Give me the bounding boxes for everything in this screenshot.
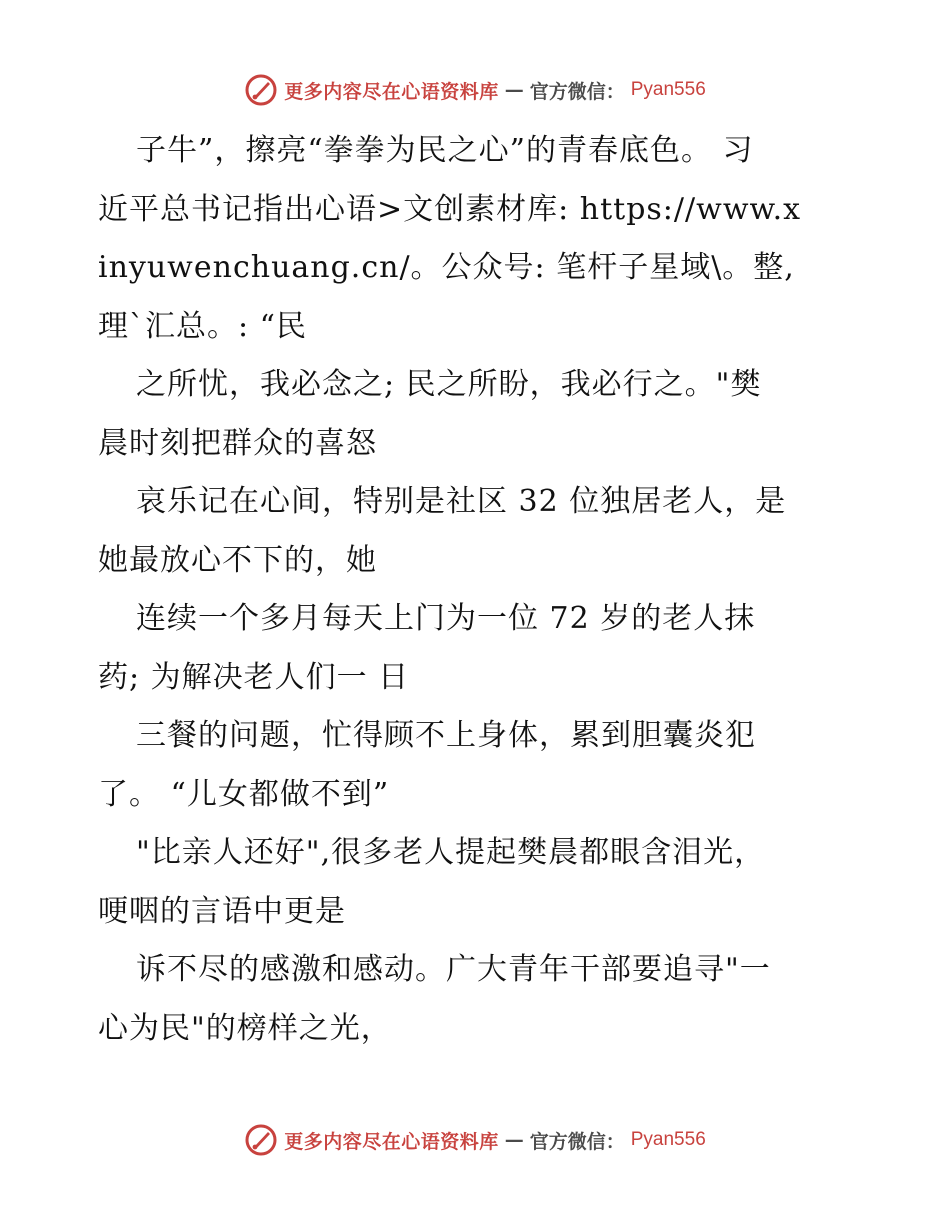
body-line: 晨时刻把群众的喜怒 bbox=[98, 425, 377, 461]
banner-wechat-handle: Pyan556 bbox=[630, 1129, 706, 1150]
quill-pen-logo-icon bbox=[244, 1123, 278, 1157]
body-line: 子牛”，擦亮“拳拳为民之心”的青春底色。 习 bbox=[136, 133, 754, 168]
body-line: 她最放心不下的，她 bbox=[98, 542, 377, 578]
banner-dash: — bbox=[504, 79, 524, 101]
body-line: 三餐的问题，忙得顾不上身体，累到胆囊炎犯 bbox=[136, 718, 756, 753]
body-line: 连续一个多月每天上门为一位 72 岁的老人抹 bbox=[136, 601, 756, 636]
body-line: 心为民"的榜样之光， bbox=[98, 1010, 392, 1046]
banner-wechat-label: 官方微信： bbox=[529, 1130, 625, 1153]
body-line: 之所忧，我必念之; 民之所盼，我必行之。"樊 bbox=[136, 367, 762, 402]
banner-wechat-label: 官方微信： bbox=[529, 80, 625, 103]
header-banner bbox=[0, 70, 950, 110]
body-line: 了。 “儿女都做不到” bbox=[98, 776, 390, 812]
banner-main-text: 更多内容尽在心语资料库 bbox=[284, 80, 499, 103]
footer-banner bbox=[0, 1120, 950, 1160]
body-line: 近平总书记指出心语>文创素材库: https://www.x bbox=[98, 191, 802, 227]
banner-wechat-handle: Pyan556 bbox=[630, 79, 706, 100]
body-line: "比亲人还好",很多老人提起樊晨都眼含泪光， bbox=[136, 835, 766, 870]
body-line: 理`汇总。: “民 bbox=[98, 308, 307, 344]
body-line: 哀乐记在心间，特别是社区 32 位独居老人，是 bbox=[136, 484, 787, 519]
quill-pen-logo-icon bbox=[244, 73, 278, 107]
document-body bbox=[98, 122, 858, 1058]
body-line: 诉不尽的感激和感动。广大青年干部要追寻"一 bbox=[136, 952, 771, 987]
body-line: inyuwenchuang.cn/。公众号: 笔杆子星域\。整, bbox=[98, 250, 795, 285]
body-line: 哽咽的言语中更是 bbox=[98, 893, 346, 929]
body-line: 药; 为解决老人们一 日 bbox=[98, 659, 410, 695]
banner-main-text: 更多内容尽在心语资料库 bbox=[284, 1130, 499, 1153]
banner-dash: — bbox=[504, 1129, 524, 1151]
